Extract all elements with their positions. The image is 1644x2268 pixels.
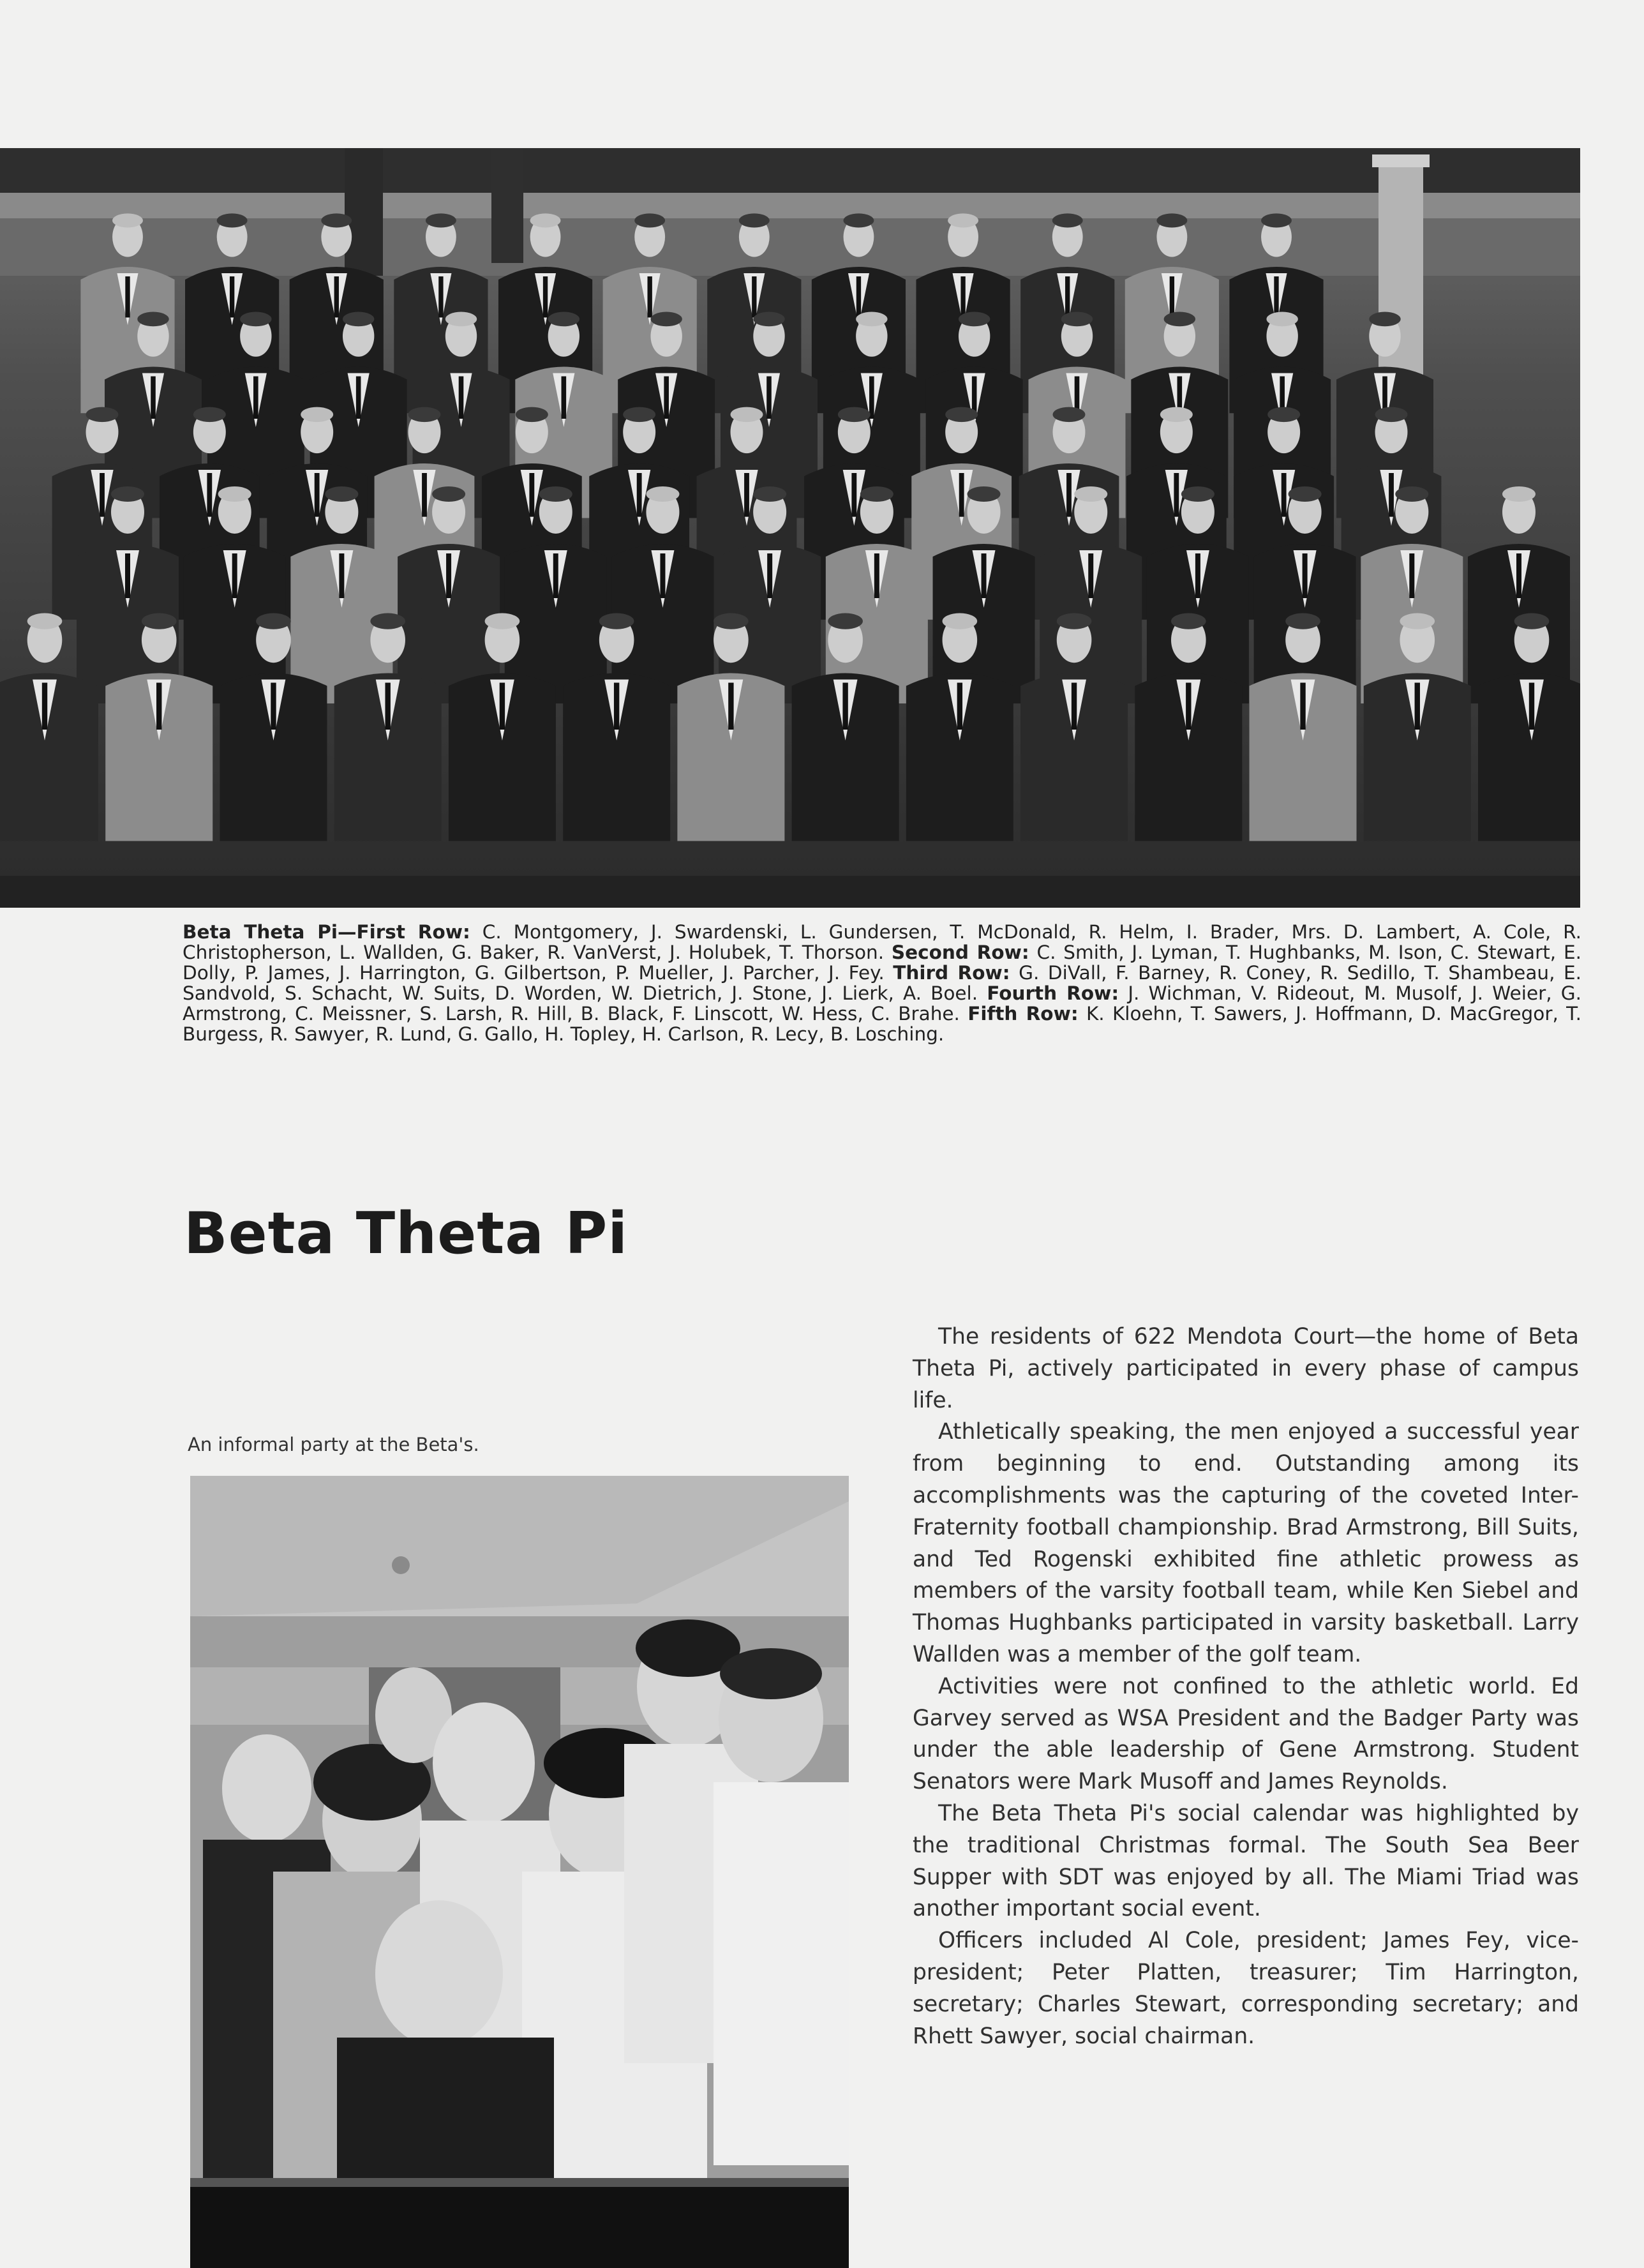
caption-row-1-label: First Row: xyxy=(356,921,470,943)
paragraph: The Beta Theta Pi's social calendar was highlighted by the traditional Christmas formal. The South Sea Beer Supper with SDT was enjoyed by all. The Miami Triad was another important social event. xyxy=(913,1800,1579,1922)
group-photo xyxy=(0,148,1580,908)
caption-row-3-names: G. DiVall, F. Barney, R. Coney, R. Sedillo, T. Shambeau, E. Sandvold, S. Schacht, W. Suits, D. Worden, W. Dietrich, J. Stone, J. Lierk, A. Boel. xyxy=(183,962,1581,1004)
article-body xyxy=(913,1321,1579,2052)
caption-row-2-names: C. Smith, J. Lyman, T. Hughbanks, M. Ison, C. Stewart, E. Dolly, P. James, J. Harrington, G. Gilbertson, P. Mueller, J. Parcher, J. Fey. xyxy=(183,942,1581,984)
paragraph: Activities were not confined to the athletic world. Ed Garvey served as WSA President and the Badger Party was under the able leadership of Gene Armstrong. Student Senators were Mark Musoff and James Reynolds. xyxy=(913,1673,1579,1795)
caption-row-1-names: C. Montgomery, J. Swardenski, L. Gundersen, T. McDonald, R. Helm, I. Brader, Mrs. D. Lambert, A. Cole, R. Christopherson, L. Wallden, G. Baker, R. VanVerst, J. Holubek, T. Thorson. xyxy=(183,921,1581,963)
caption-row-5-label: Fifth Row: xyxy=(968,1003,1079,1025)
party-photo-image xyxy=(190,1476,849,2268)
paragraph: Athletically speaking, the men enjoyed a successful year from beginning to end. Outstanding among its accomplishments was the capturing of the coveted Inter-Fraternity football championship. Brad Armstrong, Bill Suits, and Ted Rogenski exhibited fine athletic prowess as members of the varsity football team, while Ken Siebel and Thomas Hughbanks participated in varsity basketball. Larry Wallden was a member of the golf team. xyxy=(913,1419,1579,1667)
group-photo-caption xyxy=(183,922,1581,1044)
caption-org: Beta Theta Pi— xyxy=(183,921,357,943)
group-photo-image xyxy=(0,148,1580,908)
party-photo-caption: An informal party at the Beta's. xyxy=(188,1434,479,1455)
paragraph: The residents of 622 Mendota Court—the home of Beta Theta Pi, actively participated in every phase of campus life. xyxy=(913,1324,1579,1413)
party-photo xyxy=(190,1476,849,2268)
caption-row-4-label: Fourth Row: xyxy=(987,982,1119,1004)
caption-row-4-names: J. Wichman, V. Rideout, M. Musolf, J. Weier, G. Armstrong, C. Meissner, S. Larsh, R. Hill, B. Black, F. Linscott, W. Hess, C. Brahe. xyxy=(183,982,1581,1025)
page-title: Beta Theta Pi xyxy=(184,1200,629,1267)
caption-row-2-label: Second Row: xyxy=(891,942,1029,963)
caption-row-3-label: Third Row: xyxy=(893,962,1010,984)
caption-row-5-names: K. Kloehn, T. Sawers, J. Hoffmann, D. MacGregor, T. Burgess, R. Sawyer, R. Lund, G. Gallo, H. Topley, H. Carlson, R. Lecy, B. Losching. xyxy=(183,1003,1582,1045)
paragraph: Officers included Al Cole, president; James Fey, vice-president; Peter Platten, treasurer; Tim Harrington, secretary; Charles Stewart, corresponding secretary; and Rhett Sawyer, social chairman. xyxy=(913,1928,1579,2049)
